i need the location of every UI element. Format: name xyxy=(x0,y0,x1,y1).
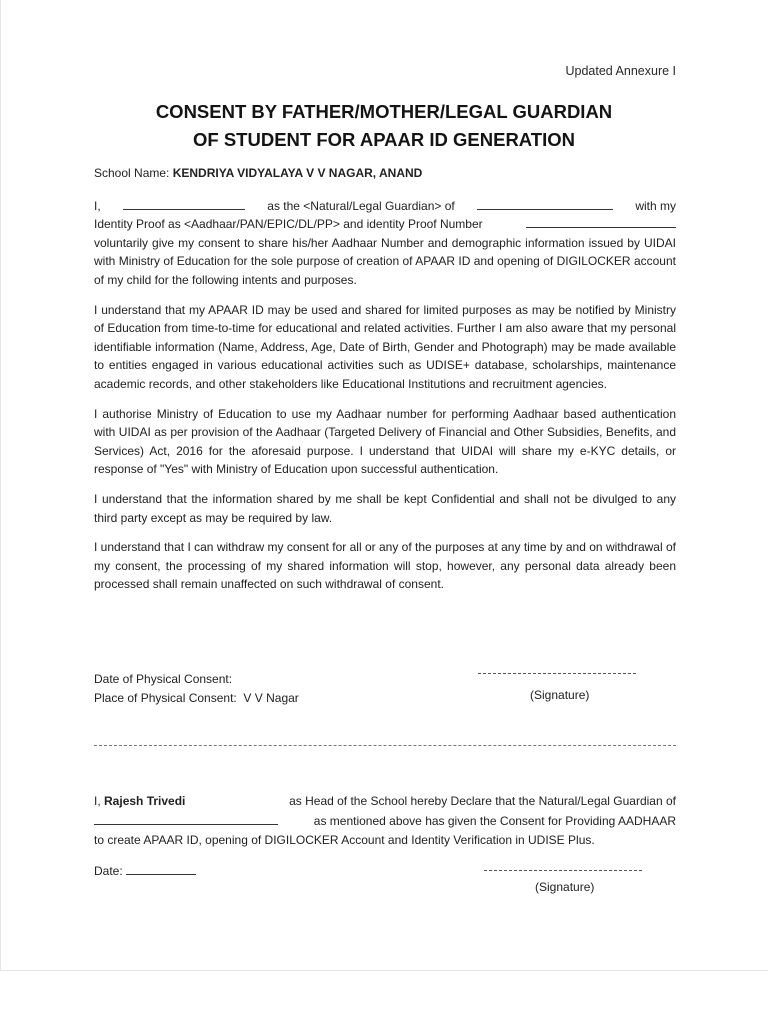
consent-text-i: I, xyxy=(94,198,101,213)
place-of-consent-value: V V Nagar xyxy=(243,691,299,705)
identity-proof-number-blank[interactable] xyxy=(526,215,676,228)
school-name xyxy=(94,164,676,183)
head-of-school-name: Rajesh Trivedi xyxy=(104,794,186,808)
consent-paragraph xyxy=(94,197,676,290)
section-divider xyxy=(94,745,676,746)
date-of-consent-label: Date of Physical Consent: xyxy=(94,672,233,686)
consent-text-guardian-of: as the <Natural/Legal Guardian> of xyxy=(267,198,455,213)
page-edge-bottom xyxy=(0,970,768,971)
declaration-text-2: as mentioned above has given the Consent for Providing AADHAAR xyxy=(313,813,676,828)
declaration-text-1: as Head of the School hereby Declare that the Natural/Legal Guardian of xyxy=(289,794,676,808)
consent-line-2 xyxy=(94,215,676,234)
guardian-signature-line[interactable] xyxy=(478,673,636,674)
document-title xyxy=(0,98,768,154)
guardian-signature-label: (Signature) xyxy=(530,688,590,702)
paragraph-confidential: I understand that the information shared by me shall be kept Confidential and shall not be divulged to any third party except as may be required by law. xyxy=(94,491,676,525)
head-declaration xyxy=(94,792,676,851)
guardian-name-blank-2[interactable] xyxy=(94,812,278,825)
consent-text-rest: voluntarily give my consent to share his/her Aadhaar Number and demographic information issued by UIDAI with Ministry of Education for the sole purpose of creation of APAAR ID and opening of DIGILOCKER account of my child for the following intents and purposes. xyxy=(94,235,676,287)
school-name-label: School Name: xyxy=(94,166,170,180)
declaration-date xyxy=(94,862,196,878)
student-name-blank[interactable] xyxy=(477,197,613,210)
title-line-2: OF STUDENT FOR APAAR ID GENERATION xyxy=(193,129,575,150)
title-line-1: CONSENT BY FATHER/MOTHER/LEGAL GUARDIAN xyxy=(155,101,613,122)
annexure-label: Updated Annexure I xyxy=(565,64,676,78)
head-signature-line[interactable] xyxy=(484,870,642,871)
declaration-line-2 xyxy=(94,812,676,832)
paragraph-withdrawal: I understand that I can withdraw my consent for all or any of the purposes at any time by and on withdrawal of my consent, the processing of my shared information will stop, however, any personal data already been processed shall remain unaffected on such withdrawal of consent. xyxy=(94,540,676,592)
head-signature-label: (Signature) xyxy=(535,880,595,894)
school-name-value: KENDRIYA VIDYALAYA V V NAGAR, ANAND xyxy=(172,166,423,180)
consent-text-identity-proof: Identity Proof as <Aadhaar/PAN/EPIC/DL/PP> and identity Proof Number xyxy=(94,217,483,232)
declaration-date-label: Date: xyxy=(94,864,123,878)
guardian-name-blank[interactable] xyxy=(123,197,245,210)
consent-body xyxy=(94,164,676,605)
declaration-prefix-group xyxy=(94,792,185,812)
paragraph-authorisation: I authorise Ministry of Education to use my Aadhaar number for performing Aadhaar based authentication with UIDAI as per provision of the Aadhaar (Targeted Delivery of Financial and Other Subsidies, Benefits, and Services) Act, 2016 for the aforesaid purpose. I understand that UIDAI will share my e-KYC details, or response of "Yes" with Ministry of Education upon successful authentication. xyxy=(94,406,676,477)
declaration-line-1 xyxy=(94,792,676,812)
declaration-prefix: I, xyxy=(94,794,101,808)
consent-text-with-my: with my xyxy=(635,198,676,213)
consent-line-1 xyxy=(94,197,676,216)
paragraph-apaar-usage: I understand that my APAAR ID may be used and shared for limited purposes as may be notified by Ministry of Education from time-to-time for educational and related activities. Further I am also aware that my personal identifiable information (Name, Address, Age, Date of Birth, Gender and Photograph) may be made available to entities engaged in various educational activities such as UDISE+ database, scholarships, maintenance academic records, and other stakeholders like Educational Institutions and recruitment agencies. xyxy=(94,302,676,391)
declaration-date-blank[interactable] xyxy=(126,862,196,875)
place-of-consent-label: Place of Physical Consent: xyxy=(94,691,237,705)
declaration-line-3: to create APAAR ID, opening of DIGILOCKER Account and Identity Verification in UDISE Plus. xyxy=(94,833,595,847)
